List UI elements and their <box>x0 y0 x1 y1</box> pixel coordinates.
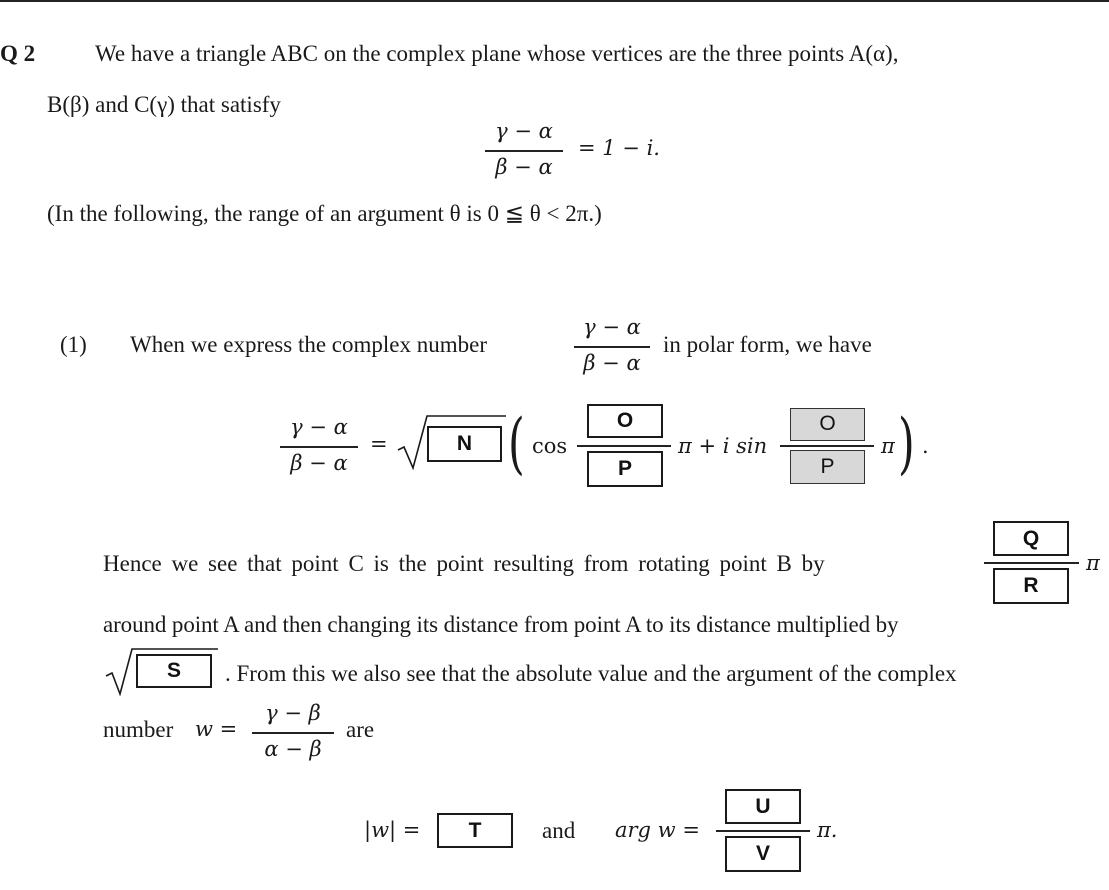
sin-fraction-bar <box>780 445 874 447</box>
answer-box-p-repeat: P <box>790 450 865 484</box>
answer-box-s[interactable]: S <box>136 654 212 688</box>
sin-pi: π <box>881 434 895 458</box>
around-text: around point A and then changing its distance from point A to its distance multiplied by <box>103 612 899 637</box>
intro-line-2: B(β) and C(γ) that satisfy <box>47 92 281 117</box>
abs-w-label: |w| = <box>364 818 421 842</box>
polar-lhs-fraction <box>280 414 358 476</box>
w-fraction-numerator: γ − β <box>265 701 321 725</box>
given-fraction-denominator: β − α <box>495 155 553 179</box>
arg-w-label: arg w = <box>615 818 700 842</box>
answer-box-u[interactable]: U <box>725 789 801 824</box>
answer-box-o-repeat: O <box>790 408 865 441</box>
answer-box-o[interactable]: O <box>587 404 663 438</box>
and-text: and <box>542 818 576 843</box>
cos-label: cos <box>532 434 568 458</box>
part1-text-before: When we express the complex number <box>130 332 488 357</box>
w-fraction <box>252 700 334 762</box>
part-label: (1) <box>60 332 87 357</box>
cos-fraction-bar <box>577 445 671 447</box>
pi-plus-i-sin: π + i sin <box>678 434 768 458</box>
answer-box-n[interactable]: N <box>427 426 502 462</box>
part1-text-after: in polar form, we have <box>663 332 872 357</box>
answer-box-t[interactable]: T <box>437 813 513 848</box>
arg-fraction-bar <box>716 830 810 832</box>
given-fraction-bar <box>485 150 563 152</box>
intro-line-1: We have a triangle ABC on the complex plane whose vertices are the three points A(α), <box>95 41 899 66</box>
answer-box-r[interactable]: R <box>993 568 1069 604</box>
answer-box-v[interactable]: V <box>725 836 801 872</box>
rotation-fraction-bar <box>984 562 1079 564</box>
polar-lhs-denominator: β − α <box>290 451 348 475</box>
open-paren: ( <box>508 405 525 482</box>
part1-fraction-numerator: γ − α <box>583 315 641 339</box>
given-equation-rhs: = 1 − i. <box>578 136 660 160</box>
given-fraction-numerator: γ − α <box>495 119 553 143</box>
are-text: are <box>346 717 375 742</box>
given-fraction <box>485 118 563 180</box>
from-text: . From this we also see that the absolute value and the argument of the complex <box>225 661 957 686</box>
polar-lhs-bar <box>280 446 358 448</box>
rotation-pi: π <box>1086 551 1100 575</box>
part1-fraction <box>574 314 650 376</box>
w-fraction-bar <box>252 732 334 734</box>
close-paren: ) <box>898 405 915 482</box>
final-pi: π. <box>817 818 838 842</box>
answer-box-q[interactable]: Q <box>993 521 1069 556</box>
hence-text: Hence we see that point C is the point resulting from rotating point B by <box>103 551 825 576</box>
w-equals: w = <box>195 717 238 741</box>
polar-equals: = <box>370 432 388 456</box>
argument-range-note: (In the following, the range of an argument θ is 0 ≦ θ < 2π.) <box>47 201 602 226</box>
answer-box-p[interactable]: P <box>587 451 663 487</box>
part1-fraction-bar <box>574 346 650 348</box>
polar-end-period: . <box>922 434 929 458</box>
polar-lhs-numerator: γ − α <box>290 415 348 439</box>
top-rule <box>0 0 1109 2</box>
question-number: Q 2 <box>0 41 36 66</box>
w-fraction-denominator: α − β <box>264 737 322 761</box>
part1-fraction-denominator: β − α <box>583 351 641 375</box>
number-text: number <box>103 717 174 742</box>
